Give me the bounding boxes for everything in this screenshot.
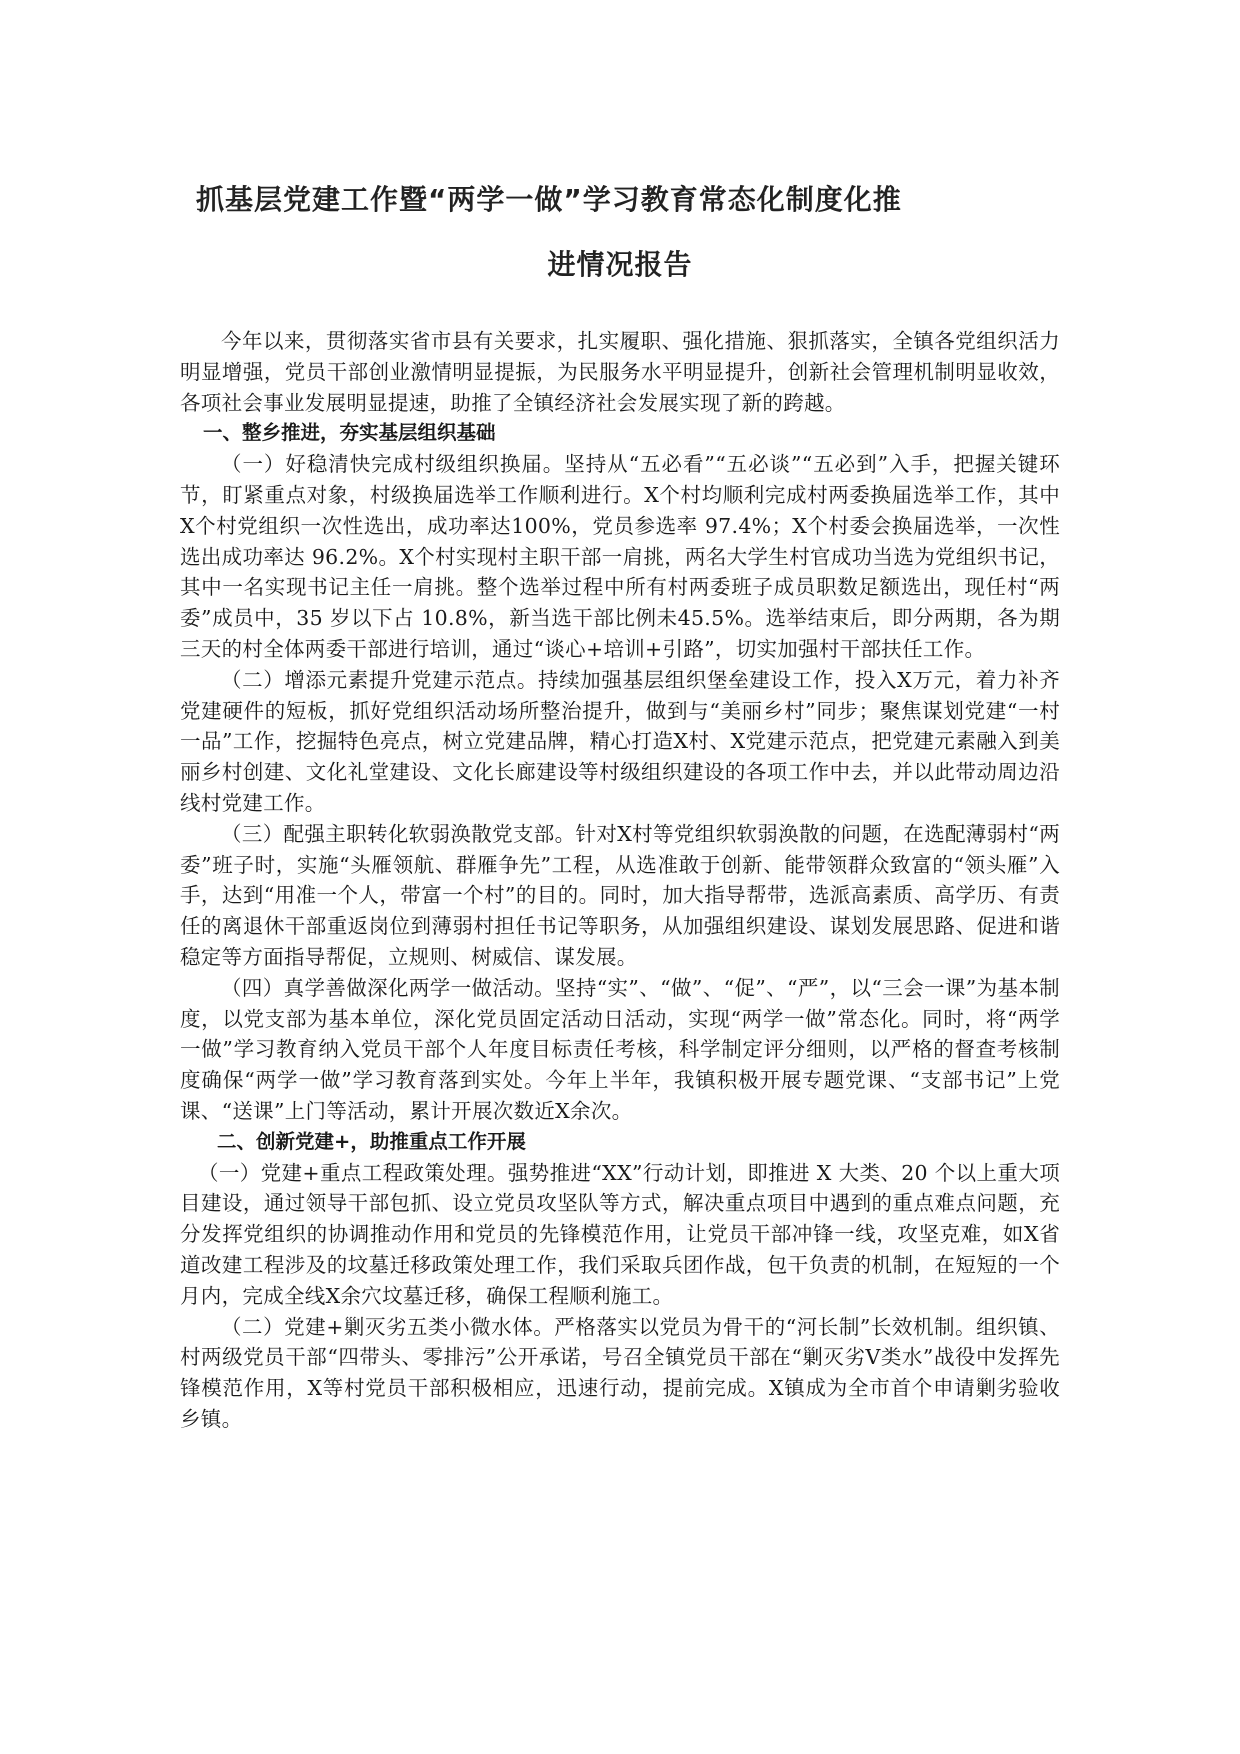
section-1-paragraph-1: （一）好稳清快完成村级组织换届。坚持从“五必看”“五必谈”“五必到”入手，把握关键环节，盯紧重点对象，村级换届选举工作顺利进行。X个村均顺利完成村两委换届选举工作，其中X个村党组织一次性选出，成功率达100%，党员参选率 97.4%；X个村委会换届选举，一次性选出成功率达 96.2%。X个村实现村主职干部一肩挑，两名大学生村官成功当选为党组织书记，其中一名实现书记主任一肩挑。整个选举过程中所有村两委班子成员职数足额选出，现任村“两委”成员中，35 岁以下占 10.8%，新当选干部比例未45.5%。选举结束后，即分两期，各为期三天的村全体两委干部进行培训，通过“谈心+培训+引路”，切实加强村干部扶任工作。 [180, 452, 1060, 661]
section-heading-1: 一、整乡推进，夯实基层组织基础 [203, 421, 496, 445]
section-1-paragraph-3: （三）配强主职转化软弱涣散党支部。针对X村等党组织软弱涣散的问题，在选配薄弱村“两委”班子时，实施“头雁领航、群雁争先”工程，从选准敢于创新、能带领群众致富的“领头雁”入手，达到“用准一个人，带富一个村”的目的。同时，加大指导帮带，选派高素质、高学历、有责任的离退休干部重返岗位到薄弱村担任书记等职务，从加强组织建设、谋划发展思路、促进和谐稳定等方面指导帮促，立规则、树威信、谋发展。 [180, 821, 1060, 969]
document-body [180, 326, 1060, 1435]
section-heading-2: 二、创新党建+，助推重点工作开展 [217, 1129, 526, 1153]
section-2-paragraph-1: （一）党建+重点工程政策处理。强势推进“XX”行动计划，即推进 X 大类、20 个以上重大项目建设，通过领导干部包抓、设立党员攻坚队等方式，解决重点项目中遇到的重点难点问题，充分发挥党组织的协调推动作用和党员的先锋模范作用，让党员干部冲锋一线，攻坚克难，如X省道改建工程涉及的坟墓迁移政策处理工作，我们采取兵团作战，包干负责的机制，在短短的一个月内，完成全线X余穴坟墓迁移，确保工程顺利施工。 [180, 1160, 1060, 1308]
document-title-line-2: 进情况报告 [547, 248, 693, 281]
intro-paragraph: 今年以来，贯彻落实省市县有关要求，扎实履职、强化措施、狠抓落实，全镇各党组织活力明显增强，党员干部创业激情明显提振，为民服务水平明显提升，创新社会管理机制明显收效，各项社会事业发展明显提速，助推了全镇经济社会发展实现了新的跨越。 [180, 329, 1060, 415]
document-title-line-1: 抓基层党建工作暨“两学一做”学习教育常态化制度化推 [196, 183, 902, 216]
section-2-paragraph-2: （二）党建+剿灭劣五类小微水体。严格落实以党员为骨干的“河长制”长效机制。组织镇、村两级党员干部“四带头、零排污”公开承诺，号召全镇党员干部在“剿灭劣V类水”战役中发挥先锋模范作用，X等村党员干部积极相应，迅速行动，提前完成。X镇成为全市首个申请剿劣验收乡镇。 [180, 1314, 1060, 1431]
section-1-paragraph-4: （四）真学善做深化两学一做活动。坚持“实”、“做”、“促”、“严”，以“三会一课”为基本制度，以党支部为基本单位，深化党员固定活动日活动，实现“两学一做”常态化。同时，将“两学一做”学习教育纳入党员干部个人年度目标责任考核，科学制定评分细则，以严格的督查考核制度确保“两学一做”学习教育落到实处。今年上半年，我镇积极开展专题党课、“支部书记”上党课、“送课”上门等活动，累计开展次数近X余次。 [180, 975, 1060, 1123]
section-1-paragraph-2: （二）增添元素提升党建示范点。持续加强基层组织堡垒建设工作，投入X万元，着力补齐党建硬件的短板，抓好党组织活动场所整治提升，做到与“美丽乡村”同步；聚焦谋划党建“一村一品”工作，挖掘特色亮点，树立党建品牌，精心打造X村、X党建示范点，把党建元素融入到美丽乡村创建、文化礼堂建设、文化长廊建设等村级组织建设的各项工作中去，并以此带动周边沿线村党建工作。 [180, 667, 1060, 815]
